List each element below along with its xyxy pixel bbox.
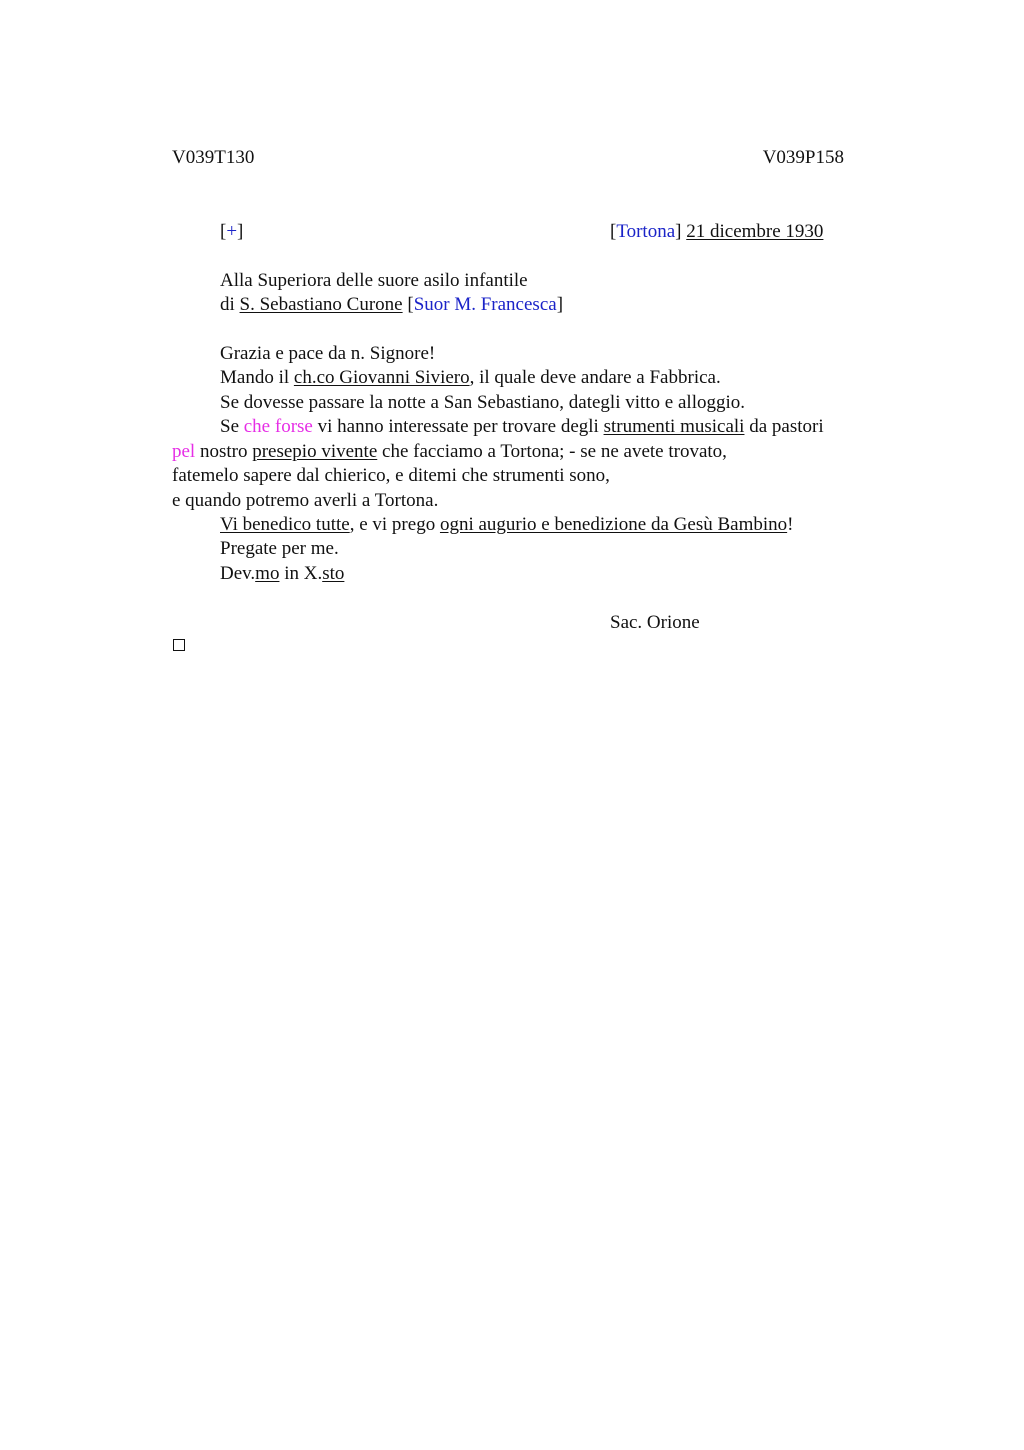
body-line-2: Se dovesse passare la notte a San Sebastiano, dategli vitto e alloggio. <box>220 392 746 413</box>
text: Se <box>220 416 244 437</box>
letter-date: 21 dicembre 1930 <box>686 221 824 242</box>
place-name: Tortona <box>616 221 676 242</box>
address-line-2 <box>220 293 563 317</box>
underlined-text: Vi benedico tutte <box>220 514 350 535</box>
bracket: ] <box>556 294 564 315</box>
text: da pastori <box>744 416 824 437</box>
text: Dev. <box>220 563 256 584</box>
cross-symbol: + <box>226 221 238 242</box>
text: vi hanno interessate per trovare degli <box>312 416 604 437</box>
cross-mark <box>220 220 243 244</box>
bracket: [ <box>402 294 414 315</box>
text: che facciamo a Tortona; - se ne avete trovato, <box>377 441 727 462</box>
greeting: Grazia e pace da n. Signore! <box>220 343 436 364</box>
closing <box>220 562 344 586</box>
body-line-1 <box>220 366 721 390</box>
body-line-3 <box>220 415 824 439</box>
end-mark-square-icon <box>173 639 185 651</box>
body-line-6: e quando potremo averli a Tortona. <box>172 490 439 511</box>
document-code-right: V039P158 <box>762 147 844 168</box>
person-name: ch.co Giovanni Siviero <box>293 367 470 388</box>
body-line-4 <box>172 440 727 464</box>
signature: Sac. Orione <box>610 612 700 633</box>
bracket: [ <box>220 221 227 242</box>
document-code-left: V039T130 <box>172 147 255 168</box>
bracket: [ <box>610 221 617 242</box>
bracket: ] <box>237 221 244 242</box>
body-line-8: Pregate per me. <box>220 538 339 559</box>
underlined-text: ogni augurio e benedizione da Gesù Bambino <box>439 514 788 535</box>
underlined-text: presepio vivente <box>252 441 378 462</box>
underlined-text: sto <box>322 563 345 584</box>
recipient-name: Suor M. Francesca <box>413 294 557 315</box>
body-line-7 <box>220 513 793 537</box>
dateline <box>610 220 823 244</box>
highlighted-text: che forse <box>243 416 313 437</box>
underlined-text: strumenti musicali <box>603 416 745 437</box>
underlined-text: mo <box>255 563 280 584</box>
text: Mando il <box>220 367 294 388</box>
text: , il quale deve andare a Fabbrica. <box>469 367 721 388</box>
text: ! <box>787 514 794 535</box>
highlighted-text: pel <box>172 441 196 462</box>
text: nostro <box>195 441 253 462</box>
address-place: S. Sebastiano Curone <box>239 294 403 315</box>
bracket: ] <box>675 221 682 242</box>
text: in X. <box>279 563 323 584</box>
body-line-5: fatemelo sapere dal chierico, e ditemi che strumenti sono, <box>172 465 610 486</box>
address-prefix: di <box>220 294 240 315</box>
text: , e vi prego <box>349 514 440 535</box>
address-line-1: Alla Superiora delle suore asilo infantile <box>220 270 528 291</box>
